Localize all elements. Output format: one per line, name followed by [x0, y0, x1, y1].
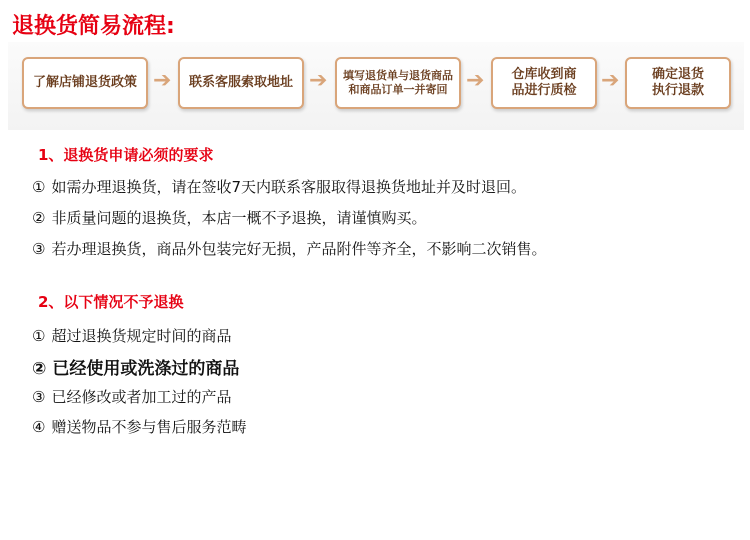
flow-step-1: 了解店铺退货政策	[22, 57, 148, 109]
page-title: 退换货简易流程:	[12, 14, 175, 39]
section-heading-requirements: 1、退换货申请必须的要求	[38, 146, 214, 164]
flow-step-2: 联系客服索取地址	[178, 57, 304, 109]
item-number: ③	[32, 388, 46, 406]
flow-step-4: 仓库收到商品进行质检	[491, 57, 597, 109]
list-item	[32, 207, 426, 228]
list-item	[32, 386, 231, 407]
list-item	[32, 325, 231, 346]
arrow-right-icon: ➔	[466, 68, 485, 93]
list-item	[32, 354, 239, 379]
item-number: ③	[32, 240, 46, 258]
flow-step-5: 确定退货执行退款	[625, 57, 731, 109]
item-text: 如需办理退换货，请在签收7天内联系客服取得退换货地址并及时退回。	[51, 178, 526, 196]
item-text: 非质量问题的退换货，本店一概不予退换，请谨慎购买。	[51, 209, 427, 227]
list-item	[32, 416, 246, 437]
list-item	[32, 238, 546, 259]
item-text: 若办理退换货，商品外包装完好无损，产品附件等齐全，不影响二次销售。	[51, 240, 547, 258]
item-text: 已经修改或者加工过的产品	[51, 388, 232, 406]
item-number: ④	[32, 418, 46, 436]
item-text: 超过退换货规定时间的商品	[51, 327, 232, 345]
section-heading-exclusions: 2、以下情况不予退换	[38, 293, 184, 311]
item-number: ②	[32, 209, 46, 227]
item-number: ②	[32, 359, 47, 379]
item-number: ①	[32, 178, 46, 196]
arrow-right-icon: ➔	[153, 68, 172, 93]
arrow-right-icon: ➔	[601, 68, 620, 93]
item-number: ①	[32, 327, 46, 345]
item-text: 已经使用或洗涤过的商品	[52, 359, 240, 379]
item-text: 赠送物品不参与售后服务范畴	[51, 418, 247, 436]
arrow-right-icon: ➔	[309, 68, 328, 93]
flow-step-3: 填写退货单与退货商品和商品订单一并寄回	[335, 57, 461, 109]
list-item	[32, 176, 526, 197]
